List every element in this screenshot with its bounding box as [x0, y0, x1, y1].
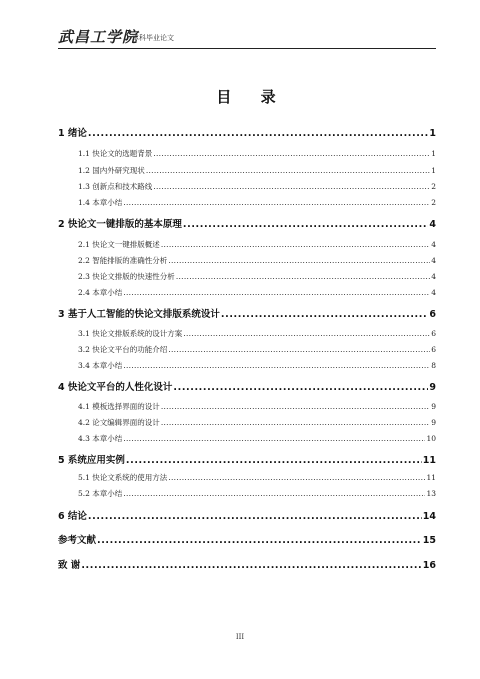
toc-entry-page: 4 [431, 256, 436, 265]
toc-leader-dots [168, 473, 425, 482]
toc-leader-dots [97, 535, 422, 546]
toc-section-entry[interactable] [78, 433, 436, 444]
toc-entry-page: 4 [431, 240, 436, 249]
toc-section-entry[interactable] [78, 344, 436, 355]
toc-section-entry[interactable] [78, 197, 436, 208]
toc-entry-page: 15 [422, 535, 436, 546]
toc-entry-label: 2.1 快论文一键排版概述 [78, 240, 160, 249]
toc-section-entry[interactable] [78, 181, 436, 192]
toc-entry-label: 1 绪论 [58, 128, 87, 139]
toc-entry-label: 5 系统应用实例 [58, 455, 125, 466]
toc-entry-page: 6 [431, 329, 436, 338]
toc-entry-label: 参考文献 [58, 535, 97, 546]
toc-entry-label: 5.2 本章小结 [78, 489, 123, 498]
toc-section-entry[interactable] [78, 165, 436, 176]
toc-entry-page: 13 [426, 489, 436, 498]
toc-section-entry[interactable] [78, 239, 436, 250]
toc-entry-label: 3.1 快论文排版系统的设计方案 [78, 329, 183, 338]
toc-entry-label: 1.2 国内外研究现状 [78, 166, 145, 175]
toc-entry-page: 10 [426, 434, 436, 443]
toc-entry-page: 11 [422, 455, 436, 466]
toc-entry-label: 1.1 快论文的选题背景 [78, 149, 153, 158]
toc-entry-page: 2 [431, 198, 436, 207]
toc-leader-dots [161, 418, 430, 427]
toc-entry-label: 2.2 智能排版的准确性分析 [78, 256, 168, 265]
toc-entry-label: 4.2 论文编辑界面的设计 [78, 418, 160, 427]
toc-entry-label: 4 快论文平台的人性化设计 [58, 382, 173, 393]
toc-leader-dots [161, 240, 430, 249]
toc-leader-dots [123, 198, 430, 207]
toc-chapter-entry[interactable] [58, 557, 436, 571]
toc-section-entry[interactable] [78, 328, 436, 339]
toc-entry-page: 9 [431, 402, 436, 411]
toc-section-entry[interactable] [78, 401, 436, 412]
page-header [58, 26, 436, 49]
toc-leader-dots [168, 256, 430, 265]
toc-section-entry[interactable] [78, 287, 436, 298]
toc-entry-label: 1.4 本章小结 [78, 198, 123, 207]
toc-entry-page: 4 [429, 219, 436, 230]
toc-entry-page: 9 [429, 382, 436, 393]
toc-leader-dots [183, 219, 428, 230]
toc-leader-dots [123, 489, 425, 498]
toc-chapter-entry[interactable] [58, 508, 436, 522]
toc-leader-dots [146, 166, 430, 175]
toc-entry-page: 9 [431, 418, 436, 427]
toc-section-entry[interactable] [78, 488, 436, 499]
toc-entry-page: 2 [431, 182, 436, 191]
toc-chapter-entry[interactable] [58, 125, 436, 139]
toc-leader-dots [88, 128, 428, 139]
toc-entry-page: 1 [431, 166, 436, 175]
toc-entry-page: 11 [426, 473, 436, 482]
toc-entry-page: 6 [431, 345, 436, 354]
toc-entry-label: 4.3 本章小结 [78, 434, 123, 443]
toc-leader-dots [88, 511, 422, 522]
toc-leader-dots [161, 402, 430, 411]
toc-leader-dots [153, 149, 430, 158]
toc-section-entry[interactable] [78, 472, 436, 483]
toc-entry-label: 2.4 本章小结 [78, 288, 123, 297]
toc-leader-dots [153, 182, 430, 191]
toc-entry-page: 1 [431, 149, 436, 158]
toc-entry-label: 4.1 模板选择界面的设计 [78, 402, 160, 411]
toc-leader-dots [183, 329, 430, 338]
toc-section-entry[interactable] [78, 148, 436, 159]
toc-entry-label: 6 结论 [58, 511, 87, 522]
toc-entry-page: 16 [422, 560, 436, 571]
toc-entry-label: 1.3 创新点和技术路线 [78, 182, 153, 191]
toc-entry-label: 3.4 本章小结 [78, 361, 123, 370]
toc-entry-page: 6 [429, 309, 436, 320]
toc-leader-dots [221, 309, 428, 320]
toc-section-entry[interactable] [78, 255, 436, 266]
toc-chapter-entry[interactable] [58, 452, 436, 466]
toc-leader-dots [81, 560, 421, 571]
toc-entry-page: 4 [431, 288, 436, 297]
toc-entry-label: 3 基于人工智能的快论文排版系统设计 [58, 309, 220, 320]
toc-chapter-entry[interactable] [58, 379, 436, 393]
toc-entry-label: 致 谢 [58, 560, 81, 571]
toc-entry-page: 1 [429, 128, 436, 139]
toc-chapter-entry[interactable] [58, 306, 436, 320]
toc-leader-dots [176, 272, 430, 281]
toc-entry-label: 3.2 快论文平台的功能介绍 [78, 345, 168, 354]
toc-entry-label: 2.3 快论文排版的快速性分析 [78, 272, 175, 281]
toc-leader-dots [123, 434, 425, 443]
toc-leader-dots [173, 382, 428, 393]
page-number: III [235, 633, 245, 641]
university-logo: 武昌工学院 [58, 28, 139, 46]
toc-entry-page: 4 [431, 272, 436, 281]
toc-section-entry[interactable] [78, 417, 436, 428]
header-subtitle: 本科毕业论文 [132, 34, 174, 42]
toc-leader-dots [123, 288, 430, 297]
toc-chapter-entry[interactable] [58, 216, 436, 230]
toc-section-entry[interactable] [78, 360, 436, 371]
toc-chapter-entry[interactable] [58, 532, 436, 546]
toc-entry-label: 5.1 快论文系统的使用方法 [78, 473, 168, 482]
toc-leader-dots [168, 345, 430, 354]
toc-section-entry[interactable] [78, 271, 436, 282]
page-title: 目 录 [216, 88, 288, 106]
toc-leader-dots [123, 361, 430, 370]
toc-entry-label: 2 快论文一键排版的基本原理 [58, 219, 182, 230]
toc-entry-page: 14 [422, 511, 436, 522]
toc-entry-page: 8 [431, 361, 436, 370]
toc-leader-dots [126, 455, 422, 466]
